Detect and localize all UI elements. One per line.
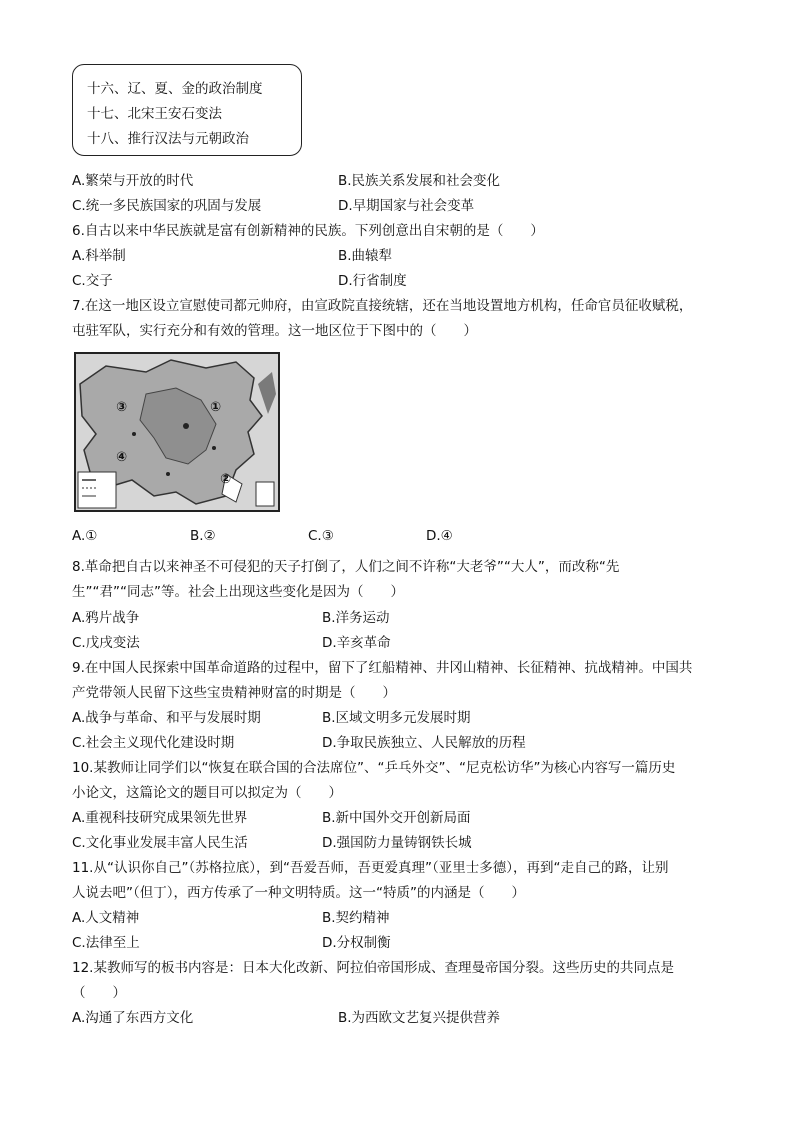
q10-option-b: B.新中国外交开创新局面 xyxy=(322,810,471,826)
q5-option-c: C.统一多民族国家的巩固与发展 xyxy=(72,198,262,214)
q11-option-b: B.契约精神 xyxy=(322,910,390,926)
q9-option-a: A.战争与革命、和平与发展时期 xyxy=(72,710,261,726)
q11-stem-line1: 11.从“认识你自己”（苏格拉底），到“吾爱吾师，吾更爱真理”（亚里士多德），再到“走自己的路，让别 xyxy=(72,860,669,876)
q5-option-b: B.民族关系发展和社会变化 xyxy=(338,173,501,189)
q12-stem-line2: （ ） xyxy=(72,985,126,1001)
q5-option-a: A.繁荣与开放的时代 xyxy=(72,173,194,189)
q7-option-a: A.① xyxy=(72,528,98,544)
q6-option-a: A.科举制 xyxy=(72,248,126,264)
q12-option-b: B.为西欧文艺复兴提供营养 xyxy=(338,1010,501,1026)
yuan-dynasty-map xyxy=(74,352,280,512)
map-marker-1: ① xyxy=(210,400,222,415)
q7-option-c: C.③ xyxy=(308,528,334,544)
q6-option-b: B.曲辕犁 xyxy=(338,248,393,264)
unit-line-16: 十六、辽、夏、金的政治制度 xyxy=(87,81,263,97)
q11-stem-line2: 人说去吧”（但丁），西方传承了一种文明特质。这一“特质”的内涵是（ ） xyxy=(72,885,525,901)
q8-option-a: A.鸦片战争 xyxy=(72,610,140,626)
q10-option-a: A.重视科技研究成果领先世界 xyxy=(72,810,248,826)
q8-stem-line1: 8.革命把自古以来神圣不可侵犯的天子打倒了，人们之间不许称“大老爷”“大人”，而改称“先 xyxy=(72,559,620,575)
q9-option-c: C.社会主义现代化建设时期 xyxy=(72,735,235,751)
q8-option-d: D.辛亥革命 xyxy=(322,635,391,651)
unit-list-box xyxy=(72,64,302,156)
q9-stem-line2: 产党带领人民留下这些宝贵精神财富的时期是（ ） xyxy=(72,685,396,701)
q9-stem-line1: 9.在中国人民探索中国革命道路的过程中，留下了红船精神、井冈山精神、长征精神、抗战精神。中国共 xyxy=(72,660,693,676)
q11-option-d: D.分权制衡 xyxy=(322,935,391,951)
q10-option-c: C.文化事业发展丰富人民生活 xyxy=(72,835,248,851)
q12-stem-line1: 12.某教师写的板书内容是：日本大化改新、阿拉伯帝国形成、查理曼帝国分裂。这些历史的共同点是 xyxy=(72,960,674,976)
q7-stem-line2: 屯驻军队，实行充分和有效的管理。这一地区位于下图中的（ ） xyxy=(72,323,477,339)
q7-option-d: D.④ xyxy=(426,528,453,544)
q8-option-b: B.洋务运动 xyxy=(322,610,390,626)
q9-option-b: B.区域文明多元发展时期 xyxy=(322,710,471,726)
q11-option-a: A.人文精神 xyxy=(72,910,140,926)
map-marker-2: ② xyxy=(220,472,232,487)
q9-option-d: D.争取民族独立、人民解放的历程 xyxy=(322,735,526,751)
q7-stem-line1: 7.在这一地区设立宣慰使司都元帅府，由宣政院直接统辖，还在当地设置地方机构，任命官员征收赋税， xyxy=(72,298,693,314)
q6-option-d: D.行省制度 xyxy=(338,273,407,289)
map-marker-3: ③ xyxy=(116,400,128,415)
q10-stem-line2: 小论文，这篇论文的题目可以拟定为（ ） xyxy=(72,785,342,801)
unit-line-18: 十八、推行汉法与元朝政治 xyxy=(87,131,249,147)
q11-option-c: C.法律至上 xyxy=(72,935,140,951)
q5-option-d: D.早期国家与社会变革 xyxy=(338,198,475,214)
map-marker-4: ④ xyxy=(116,450,128,465)
q7-option-b: B.② xyxy=(190,528,216,544)
q8-stem-line2: 生”“君”“同志”等。社会上出现这些变化是因为（ ） xyxy=(72,584,404,600)
q10-option-d: D.强国防力量铸钢铁长城 xyxy=(322,835,472,851)
unit-line-17: 十七、北宋王安石变法 xyxy=(87,106,222,122)
q12-option-a: A.沟通了东西方文化 xyxy=(72,1010,194,1026)
q10-stem-line1: 10.某教师让同学们以“恢复在联合国的合法席位”、“乒乓外交”、“尼克松访华”为核心内容写一篇历史 xyxy=(72,760,676,776)
q8-option-c: C.戊戌变法 xyxy=(72,635,140,651)
q6-stem: 6.自古以来中华民族就是富有创新精神的民族。下列创意出自宋朝的是（ ） xyxy=(72,223,544,239)
q6-option-c: C.交子 xyxy=(72,273,113,289)
map-graphic xyxy=(76,354,278,510)
